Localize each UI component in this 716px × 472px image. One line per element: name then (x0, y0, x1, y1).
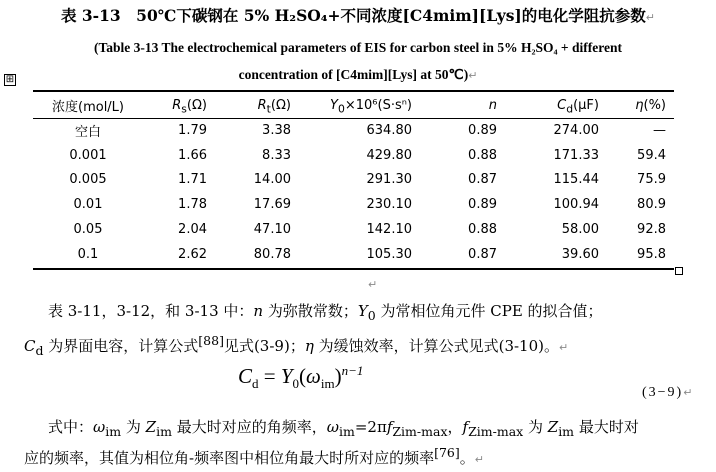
table-cell: 1.71 (178, 172, 207, 188)
table-cell: 274.00 (553, 122, 599, 138)
table-move-handle-icon[interactable]: ⊞ (5, 74, 15, 85)
title-en-line2-text: concentration of [C4mim][Lys] at 50℃) (238, 67, 469, 82)
table-cell: 0.05 (73, 222, 103, 238)
table-cell: 0.89 (468, 122, 497, 138)
paragraph-1-line2: $C_d$ 为界面电容，计算公式[88]见式(3-9)；η 为缓蚀效率，计算公式见式(3-10)。↵ (24, 333, 569, 358)
table-cell: 59.4 (637, 147, 666, 163)
table-cell: 0.01 (73, 197, 103, 213)
table-cell: 634.80 (366, 122, 412, 138)
table-bottom-rule (33, 268, 674, 270)
table-cell: 0.88 (468, 222, 497, 238)
table-row (33, 192, 674, 217)
table-header-row (33, 92, 674, 118)
header-rs: $R_s(\Omega)$ (172, 97, 207, 116)
table-cell: 1.79 (178, 122, 207, 138)
table-cell: 0.88 (468, 147, 497, 163)
table-cell: 80.9 (637, 197, 666, 213)
table-cell: 0.005 (69, 172, 107, 188)
paragraph-2-line1: 式中：$\omega_{im}$ 为 $Z_{im}$ 最大时对应的角频率，$\omega_{im}=2\pi f_{Zim-max}$，$f_{Zim-max}$ 为 $Z_{im}$ 最大时对 (48, 418, 639, 439)
table-cell: 14.00 (253, 172, 291, 188)
table-title-en-line2 (0, 67, 716, 83)
equation-number: (3−9)↵ (642, 385, 695, 400)
table-cell: 39.60 (561, 246, 599, 262)
eis-parameters-table (33, 92, 674, 267)
table-row (33, 242, 674, 267)
header-y0: $Y_0\times 10^6(S\cdot s^n)$ (330, 97, 412, 116)
paragraph-1-line1: 表 3-11，3-12，和 3-13 中：n 为弥散常数；$Y_0$ 为常相位角元件 CPE 的拟合值； (48, 302, 603, 323)
paragraph-2-line2: 应的频率，其值为相位角-频率图中相位角最大时所对应的频率[76]。↵ (24, 445, 484, 467)
table-cell: 171.33 (553, 147, 599, 163)
table-cell: 92.8 (637, 222, 666, 238)
table-cell: 75.9 (637, 172, 666, 188)
table-title-cn (0, 4, 716, 26)
table-cell: 2.62 (178, 246, 207, 262)
table-resize-handle[interactable] (675, 267, 683, 275)
table-cell: 115.44 (553, 172, 599, 188)
table-cell: 0.87 (468, 246, 497, 262)
table-cell: 429.80 (366, 147, 412, 163)
table-cell: 3.38 (262, 122, 291, 138)
title-en-line1-text: (Table 3-13 The electrochemical parameters of EIS for carbon steel in 5% H₂SO₄ + different (94, 40, 622, 55)
table-cell: 100.94 (553, 197, 599, 213)
equation-3-9: $C_d = Y_0(\omega_{im})^{n-1}$ (238, 363, 364, 392)
table-cell: 1.66 (178, 147, 207, 163)
paragraph-mark: ↵ (468, 69, 478, 82)
header-cd: $C_d(\mu F)$ (557, 97, 599, 116)
table-row (33, 217, 674, 242)
table-cell: 1.78 (178, 197, 207, 213)
paragraph-mark: ↵ (368, 278, 378, 291)
title-cn-text: 表 3-13 50℃下碳钢在 5% H₂SO₄+不同浓度[C4mim][Lys]的电化学阻抗参数 (61, 6, 646, 25)
table-cell: 0.87 (468, 172, 497, 188)
table-row (33, 118, 674, 143)
table-cell: 95.8 (637, 246, 666, 262)
table-cell: 291.30 (366, 172, 412, 188)
header-eta: η(%) (635, 97, 666, 113)
table-cell: 空白 (74, 124, 101, 140)
table-cell: 2.04 (178, 222, 207, 238)
table-title-en-line1 (0, 40, 716, 56)
paragraph-mark: ↵ (645, 11, 655, 24)
table-row (33, 143, 674, 168)
table-cell: 0.1 (77, 246, 99, 262)
table-cell: 8.33 (262, 147, 291, 163)
header-n: n (488, 97, 497, 113)
header-rt: $R_t(\Omega)$ (257, 97, 291, 116)
table-row (33, 168, 674, 193)
header-concentration: 浓度(mol/L) (52, 99, 124, 115)
table-cell: 17.69 (253, 197, 291, 213)
table-cell: — (653, 122, 666, 138)
table-cell: 80.78 (253, 246, 291, 262)
table-cell: 58.00 (561, 222, 599, 238)
table-cell: 47.10 (253, 222, 291, 238)
table-cell: 0.89 (468, 197, 497, 213)
table-cell: 105.30 (366, 246, 412, 262)
table-cell: 142.10 (366, 222, 412, 238)
table-cell: 230.10 (366, 197, 412, 213)
table-cell: 0.001 (69, 147, 107, 163)
